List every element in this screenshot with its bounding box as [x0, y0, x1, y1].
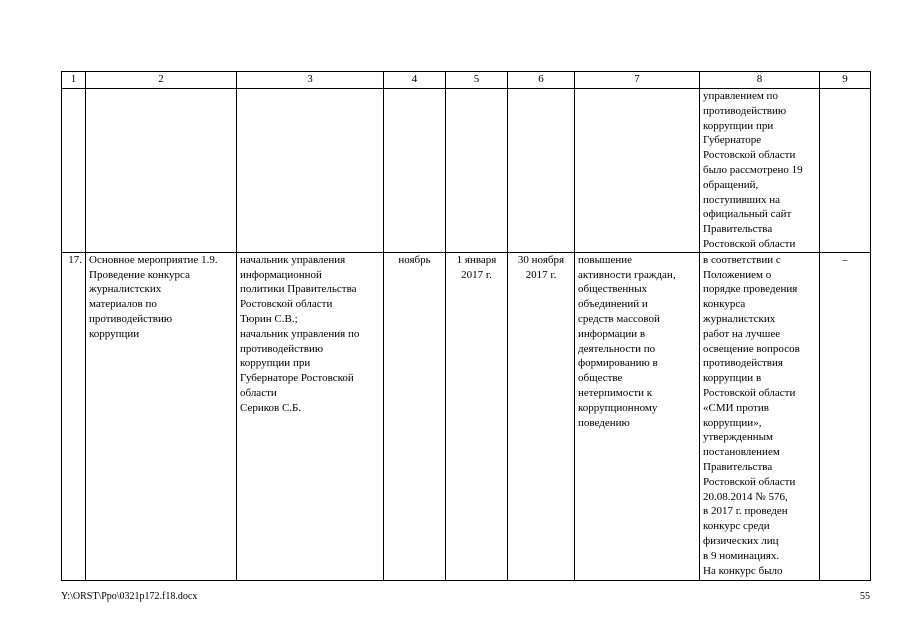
cell-end-date [508, 89, 575, 253]
cell-start-date [446, 89, 508, 253]
cell-responsible [237, 89, 384, 253]
column-number: 2 [86, 72, 237, 89]
footer-file-path: Y:\ORST\Ppo\0321p172.f18.docx [61, 591, 198, 602]
measures-table [61, 71, 871, 581]
column-number: 9 [820, 72, 871, 89]
column-number: 7 [575, 72, 700, 89]
cell-number [62, 89, 86, 253]
cell-note [820, 89, 871, 253]
column-number: 6 [508, 72, 575, 89]
cell-actual-result: управлением по противодействию коррупции при Губернаторе Ростовской области было рассмотрено 19 обращений, поступивших на официальный сайт Правительства Ростовской области [700, 89, 820, 253]
cell-measure [86, 89, 237, 253]
column-number: 1 [62, 72, 86, 89]
column-number-row [62, 72, 871, 89]
cell-expected-result: повышение активности граждан, общественных объединений и средств массовой информации в деятельности по формированию в обществе нетерпимости к коррупционному поведению [575, 252, 700, 580]
column-number: 3 [237, 72, 384, 89]
cell-expected-result [575, 89, 700, 253]
cell-actual-result: в соответствии с Положением о порядке проведения конкурса журналистских работ на лучшее освещение вопросов противодействия коррупции в Ростовской области «СМИ против коррупции», утвержденным постановлением Правительства Ростовской области 20.08.2014 № 576, в 2017 г. проведен конкурс среди физических лиц в 9 номинациях. На конкурс было [700, 252, 820, 580]
cell-start-date: 1 января 2017 г. [446, 252, 508, 580]
cell-measure: Основное мероприятие 1.9. Проведение конкурса журналистских материалов по противодействию коррупции [86, 252, 237, 580]
column-number: 8 [700, 72, 820, 89]
cell-deadline: ноябрь [384, 252, 446, 580]
cell-deadline [384, 89, 446, 253]
column-number: 5 [446, 72, 508, 89]
column-number: 4 [384, 72, 446, 89]
table-row-17 [62, 252, 871, 580]
table-row-continued [62, 89, 871, 253]
cell-number: 17. [62, 252, 86, 580]
page-number: 55 [860, 591, 870, 602]
cell-responsible: начальник управления информационной политики Правительства Ростовской области Тюрин С.В.; начальник управления по противодействию коррупции при Губернаторе Ростовской области Сериков С.Б. [237, 252, 384, 580]
cell-note: – [820, 252, 871, 580]
cell-end-date: 30 ноября 2017 г. [508, 252, 575, 580]
